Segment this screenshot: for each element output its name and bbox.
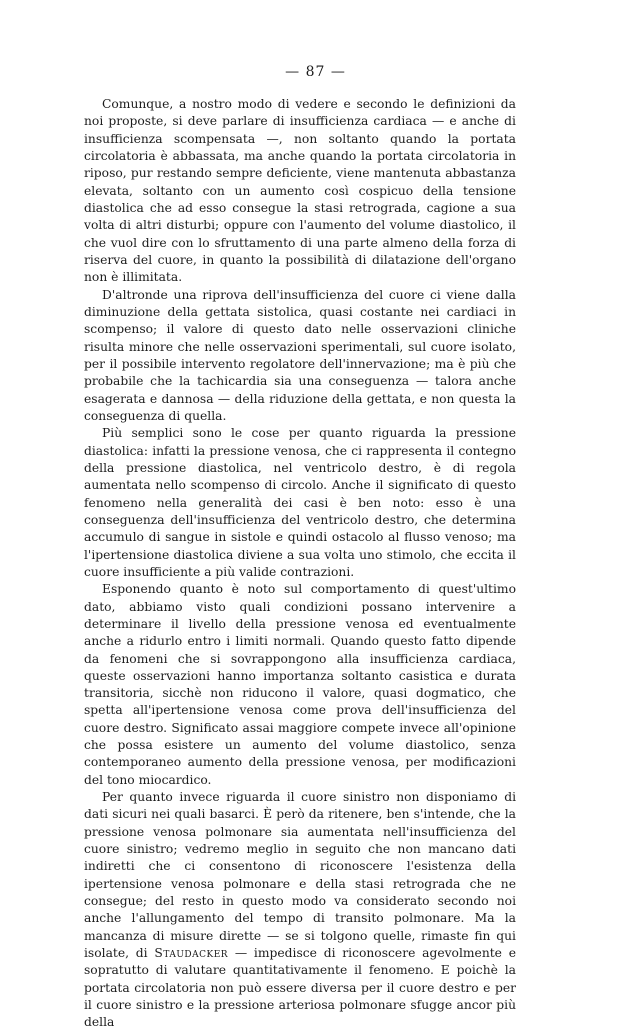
paragraph-5-start: Per quanto invece riguarda il cuore sinistro non disponiamo di dati sicuri nei quali basarci. È però da ritenere, ben s'intende, che la pressione venosa polmonare sia aumentata nell'insufficienza del cuore sinistro; vedremo meglio in seguito che non mancano dati indiretti che ci consentono di riconoscere l'esistenza della ipertensione venosa polmonare e della stasi retrograda che ne consegue; del resto in questo modo va considerato secondo noi anche l'allungamento del tempo di transito polmonare. Ma la mancanza di misure dirette — se si tolgono quelle, rimaste fin qui isolate, di (84, 790, 516, 961)
paragraph-5-end: — impedisce di riconoscere agevolmente e sopratutto di valutare quantitativamente il fenomeno. E poichè la portata circolatoria non può essere diversa per il cuore destro e per il cuore sinistro e la pressione arteriosa polmonare sfugge ancor più della (84, 946, 516, 1030)
paragraph-3: Più semplici sono le cose per quanto riguarda la pressione diastolica: infatti la pressione venosa, che ci rappresenta il contegno della pressione diastolica, nel ventricolo destro, è di regola aumentata nello scompenso di circolo. Anche il significato di questo fenomeno nella generalità dei casi è ben noto: esso è una conseguenza dell'insufficienza del ventricolo destro, che determina accumulo di sangue in sistole e quindi ostacolo al flusso venoso; ma l'ipertensione diastolica diviene a sua volta uno stimolo, che eccita il cuore insufficiente a più valide contrazioni. (84, 426, 516, 579)
author-name: Staudacker (154, 946, 229, 961)
paragraph-5 (84, 789, 516, 1032)
page-number: — 87 — (285, 64, 346, 80)
paragraph-2: D'altronde una riprova dell'insufficienza del cuore ci viene dalla diminuzione della gettata sistolica, quasi costante nei cardiaci in scompenso; il valore di questo dato nelle osservazioni cliniche risulta minore che nelle osservazioni sperimentali, sul cuore isolato, per il possibile intervento regolatore dell'innervazione; ma è più che probabile che la tachicardia sia una conseguenza — talora anche esagerata e dannosa — della riduzione della gettata, e non questa la conseguenza di quella. (84, 287, 516, 423)
paragraph-1: Comunque, a nostro modo di vedere e secondo le definizioni da noi proposte, si deve parlare di insufficienza cardiaca — e anche di insufficienza scompensata —, non soltanto quando la portata circolatoria è abbassata, ma anche quando la portata circolatoria in riposo, pur restando sempre deficiente, viene mantenuta abbastanza elevata, soltanto con un aumento così cospicuo della tensione diastolica che ad esso consegue la stasi retrograda, cagione a sua volta di altri disturbi; oppure con l'aumento del volume diastolico, il che vuol dire con lo sfruttamento di una parte almeno della forza di riserva del cuore, in quanto la possibilità di dilatazione dell'organo non è illimitata. (84, 97, 516, 285)
body-text (84, 96, 516, 1032)
paragraph-4: Esponendo quanto è noto sul comportamento di quest'ultimo dato, abbiamo visto quali condizioni possano intervenire a determinare il livello della pressione venosa ed eventualmente anche a ridurlo entro i limiti normali. Quando questo fatto dipende da fenomeni che si sovrappongono alla insufficienza cardiaca, queste osservazioni hanno importanza soltanto casistica e durata transitoria, sicchè non riducono il valore, quasi dogmatico, che spetta all'ipertensione venosa come prova dell'insufficienza del cuore destro. Significato assai maggiore compete invece all'opinione che possa esistere un aumento del volume diastolico, senza contemporaneo aumento della pressione venosa, per modificazioni del tono miocardico. (84, 582, 516, 787)
